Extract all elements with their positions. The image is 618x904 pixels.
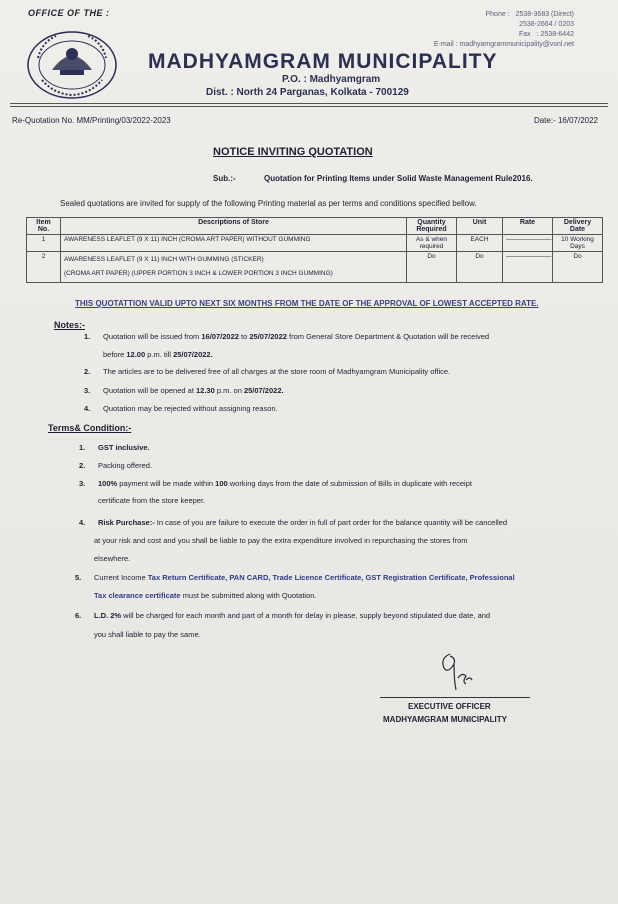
row-description xyxy=(61,252,407,283)
term-6-text-a: will be charged for each month and part of a month for delay in please, supply beyond stipulated due date, and xyxy=(121,611,491,620)
row-rate: ——————— xyxy=(503,235,553,252)
email-address: E-mail : madhyamgrammunicipality@vsnl.net xyxy=(433,41,574,48)
note-1-time: 12.00 xyxy=(126,350,146,359)
notes-heading: Notes:- xyxy=(54,320,85,330)
subject-label: Sub.:- xyxy=(213,174,236,183)
phone-label: Phone : xyxy=(485,11,510,18)
header-delivery: Delivery Date xyxy=(553,218,603,235)
term-2-text: Packing offered. xyxy=(98,461,153,470)
row-unit: Do xyxy=(457,252,503,283)
note-1-text-e: p.m. till xyxy=(145,350,174,359)
note-3-number: 3. xyxy=(84,386,91,395)
contact-block xyxy=(434,10,574,50)
municipality-name: MADHYAMGRAM MUNICIPALITY xyxy=(148,50,498,73)
note-1-date-till: 25/07/2022. xyxy=(173,350,213,359)
note-1-text-a: Quotation will be issued from xyxy=(103,332,202,341)
row-item-no: 1 xyxy=(27,235,61,252)
note-1-line-2 xyxy=(103,346,213,363)
term-1-number: 1. xyxy=(79,443,86,452)
note-1-text-b: to xyxy=(238,332,250,341)
note-4-text: Quotation may be rejected without assigning reason. xyxy=(103,404,278,413)
header-item-no: Item No. xyxy=(27,218,61,235)
signatory-organisation: MADHYAMGRAM MUNICIPALITY xyxy=(383,715,507,724)
term-3-line-1 xyxy=(98,475,472,492)
row-description xyxy=(61,235,407,252)
post-office: P.O. : Madhyamgram xyxy=(282,74,381,85)
term-3-text-b: working days from the date of submission of Bills in duplicate with receipt xyxy=(227,479,472,488)
header-description: Descriptions of Store xyxy=(61,218,407,235)
phone-2: 2538-2664 / 0203 xyxy=(519,21,574,28)
office-of-label: OFFICE OF THE : xyxy=(28,8,110,18)
note-1-text-d: before xyxy=(103,350,127,359)
note-2-number: 2. xyxy=(84,367,91,376)
term-4-line-1 xyxy=(98,514,507,531)
phone-1: 2538-3683 (Direct) xyxy=(515,11,574,18)
term-5-line-2 xyxy=(94,587,317,604)
municipality-seal-icon xyxy=(26,30,118,100)
term-3-days: 100 xyxy=(215,479,228,488)
table-row xyxy=(27,252,603,283)
note-3-text xyxy=(103,382,284,399)
term-5-number: 5. xyxy=(75,573,82,582)
note-3-text-a: Quotation will be opened at xyxy=(103,386,196,395)
issue-date: Date:- 16/07/2022 xyxy=(533,116,598,125)
term-4-line-2: at your risk and cost and you shall be liable to pay the extra expenditure involved in repurchasing the stores from xyxy=(94,536,468,545)
subject-text: Quotation for Printing Items under Solid Waste Management Rule2016. xyxy=(264,174,533,183)
term-5-documents-2: Tax clearance certificate xyxy=(94,591,181,600)
term-6-ld: L.D. 2% xyxy=(94,611,122,620)
district-address: Dist. : North 24 Parganas, Kolkata - 700129 xyxy=(206,87,409,98)
term-6-number: 6. xyxy=(75,611,82,620)
term-6-line-2: you shall liable to pay the same. xyxy=(94,630,201,639)
term-5-text-b: must be submitted along with Quotation. xyxy=(180,591,317,600)
row-unit: EACH xyxy=(457,235,503,252)
row-delivery: Do xyxy=(553,252,603,283)
row-description-line: AWARENESS LEAFLET (9 X 11) INCH WITH GUMMING (STICKER) xyxy=(64,256,264,263)
letterhead-divider-top xyxy=(10,103,608,104)
table-header-row xyxy=(27,218,603,235)
quotation-table xyxy=(26,217,603,283)
term-4-number: 4. xyxy=(79,518,86,527)
note-3-text-b: p.m. on xyxy=(214,386,244,395)
term-5-text-a: Current Income xyxy=(94,573,148,582)
row-description-line-2: (CROMA ART PAPER) (UPPER PORTION 3 INCH & LOWER PORTION 3 INCH GUMMING) xyxy=(64,270,333,277)
term-5-line-1 xyxy=(94,569,515,586)
signatory-title: EXECUTIVE OFFICER xyxy=(408,702,491,711)
intro-paragraph: Sealed quotations are invited for supply of the following Printing material as per terms and conditions specified bellow. xyxy=(60,199,477,208)
signature-icon xyxy=(436,650,476,694)
note-1-text-c: from General Store Department & Quotation will be received xyxy=(286,332,490,341)
term-6-line-1 xyxy=(94,607,490,624)
term-4-label: Risk Purchase:- xyxy=(98,518,155,527)
letterhead-divider-bottom xyxy=(10,106,608,107)
row-description-line: AWARENESS LEAFLET (9 X 11) INCH (CROMA ART PAPER) WITHOUT GUMMING xyxy=(64,236,311,243)
note-1-number: 1. xyxy=(84,332,91,341)
note-1-line-1 xyxy=(103,328,489,345)
term-1-text: GST inclusive. xyxy=(98,443,150,452)
term-3-number: 3. xyxy=(79,479,86,488)
row-quantity: As & when required xyxy=(407,235,457,252)
term-3-text-a: payment will be made within xyxy=(117,479,216,488)
row-item-no: 2 xyxy=(27,252,61,283)
note-1-date-from: 16/07/2022 xyxy=(201,332,239,341)
fax-number: : 2538-6442 xyxy=(536,31,574,38)
term-5-documents: Tax Return Certificate, PAN CARD, Trade Licence Certificate, GST Registration Certificate, Professional xyxy=(147,573,515,582)
validity-statement: THIS QUOTATTION VALID UPTO NEXT SIX MONTHS FROM THE DATE OF THE APPROVAL OF LOWEST ACCEPTED RATE. xyxy=(75,299,539,308)
terms-heading: Terms& Condition:- xyxy=(48,423,132,433)
term-2-number: 2. xyxy=(79,461,86,470)
header-rate: Rate xyxy=(503,218,553,235)
reference-number: Re-Quotation No. MM/Printing/03/2022-2023 xyxy=(12,116,171,125)
note-4-number: 4. xyxy=(84,404,91,413)
row-rate: ——————— xyxy=(503,252,553,283)
note-3-date: 25/07/2022. xyxy=(243,386,284,395)
notice-title: NOTICE INVITING QUOTATION xyxy=(213,146,373,158)
table-row xyxy=(27,235,603,252)
header-unit: Unit xyxy=(457,218,503,235)
term-4-line-3: elsewhere. xyxy=(94,554,131,563)
fax-label: Fax xyxy=(518,31,531,38)
row-quantity: Do xyxy=(407,252,457,283)
row-delivery: 10 Working Days xyxy=(553,235,603,252)
note-1-date-to: 25/07/2022 xyxy=(249,332,287,341)
header-quantity: Quantity Required xyxy=(407,218,457,235)
note-3-time: 12.30 xyxy=(195,386,215,395)
term-4-text-a: In case of you are failure to execute the order in full of part order for the balance quantity will be cancelled xyxy=(154,518,507,527)
term-3-percent: 100% xyxy=(98,479,118,488)
term-3-line-2: certificate from the store keeper. xyxy=(98,496,206,505)
signature-line xyxy=(380,697,530,698)
note-2-text: The articles are to be delivered free of all charges at the store room of Madhyamgram Municipality office. xyxy=(103,367,451,376)
